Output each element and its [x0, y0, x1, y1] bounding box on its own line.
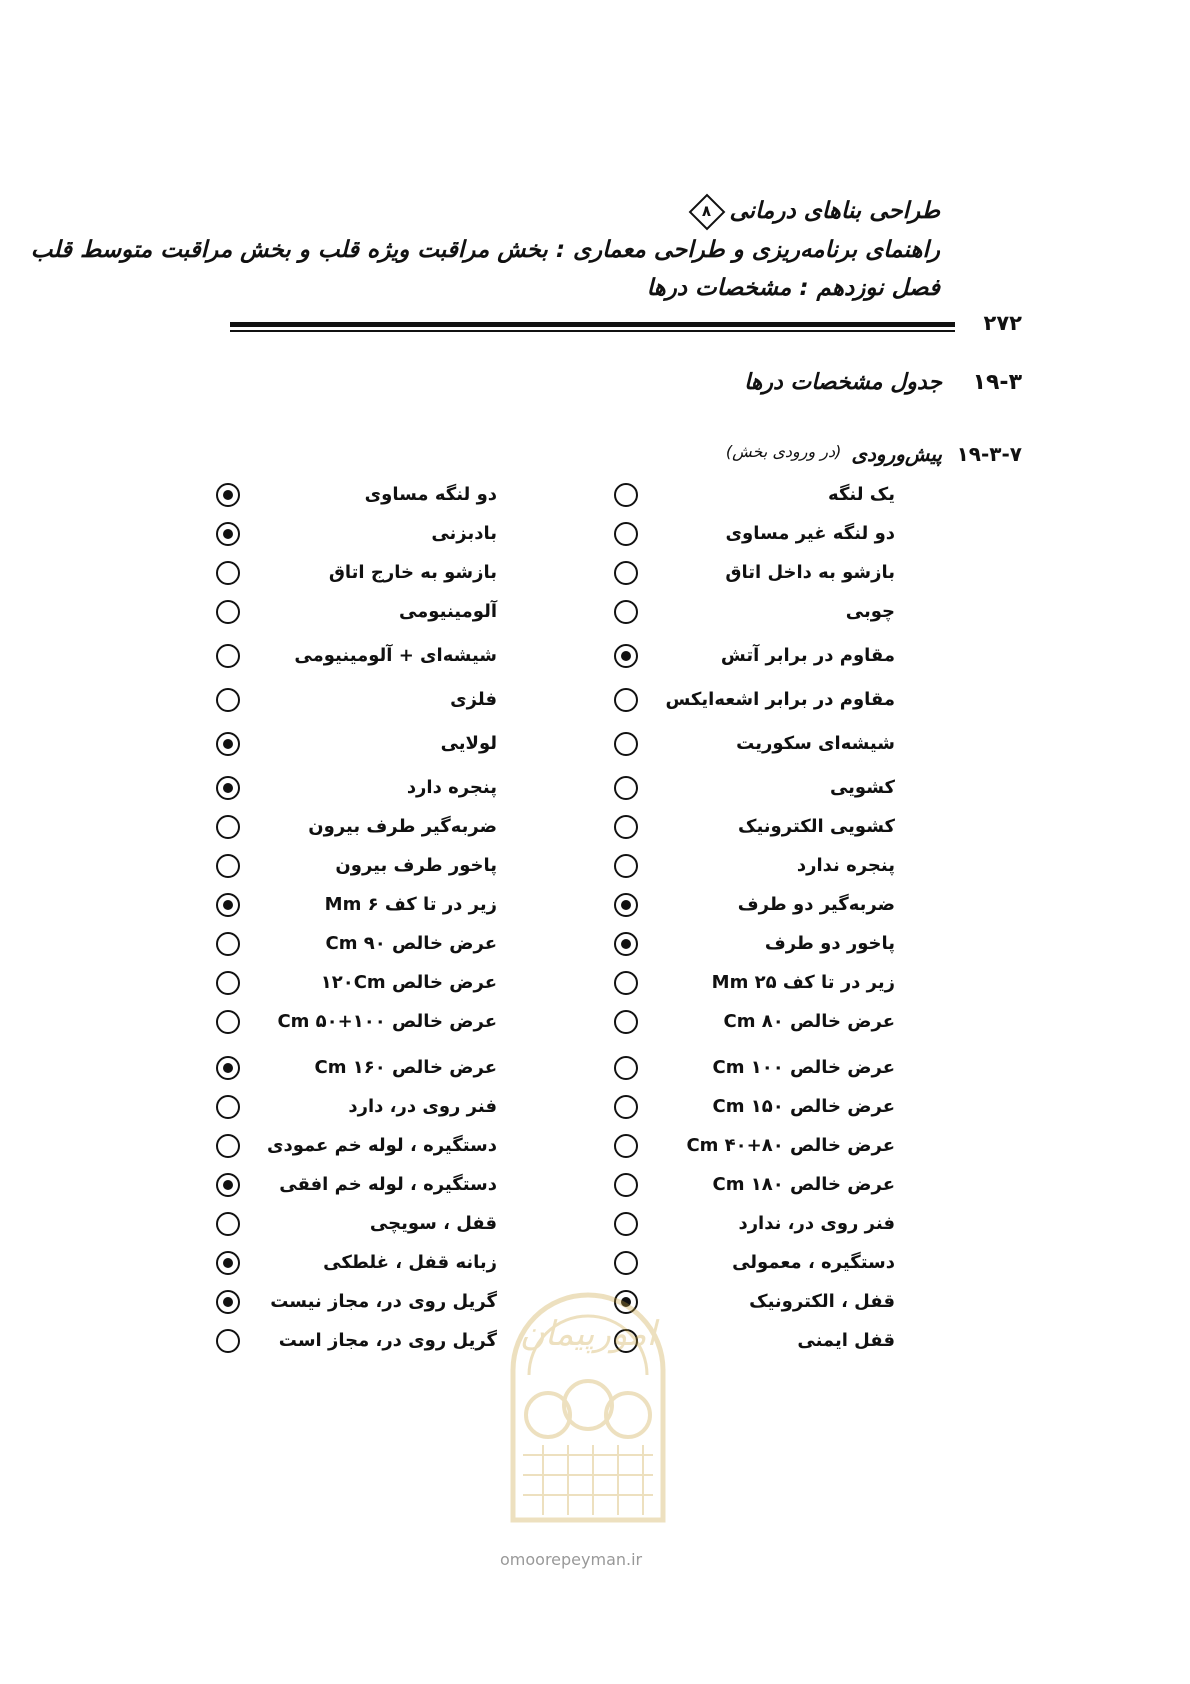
option-label-right: کشویی [829, 777, 895, 798]
option-radio-right[interactable] [614, 1010, 638, 1034]
option-label-right: مقاوم در برابر آتش [720, 645, 895, 666]
table-row [0, 683, 1190, 717]
header-rule-thin [230, 330, 955, 332]
watermark-text: امورپیمان [519, 1314, 657, 1354]
table-row [0, 517, 1190, 551]
option-label-left: آلومینیومی [398, 601, 497, 622]
option-label-left: دو لنگه مساوی [364, 484, 497, 505]
option-label-right: دستگیره ، معمولی [732, 1252, 895, 1273]
option-radio-right[interactable] [614, 732, 638, 756]
series-number-diamond [689, 194, 723, 228]
option-radio-right[interactable] [614, 1134, 638, 1158]
guide-title: راهنمای برنامه‌ریزی و طراحی معماری : بخش مراقبت ویژه قلب و بخش مراقبت متوسط قلب [30, 237, 940, 263]
option-label-right: کشویی الکترونیک [738, 816, 895, 837]
option-radio-right[interactable] [614, 688, 638, 712]
option-radio-right[interactable] [614, 1290, 638, 1314]
option-radio-right[interactable] [614, 932, 638, 956]
option-radio-left[interactable] [216, 1212, 240, 1236]
option-label-left: عرض خالص Cm ۵۰+۱۰۰ [277, 1011, 497, 1032]
option-label-left: ضربه‌گیر طرف بیرون [308, 816, 497, 837]
option-label-right: فنر روی در، ندارد [738, 1213, 895, 1234]
option-label-right: ضربه‌گیر دو طرف [737, 894, 895, 915]
option-radio-right[interactable] [614, 600, 638, 624]
table-row [0, 1051, 1190, 1085]
option-label-right: عرض خالص Cm ۸۰ [723, 1011, 895, 1032]
option-radio-right[interactable] [614, 815, 638, 839]
option-label-right: عرض خالص Cm ۴۰+۸۰ [686, 1135, 895, 1156]
option-radio-left[interactable] [216, 776, 240, 800]
option-label-right: قفل ایمنی [797, 1330, 895, 1351]
table-row [0, 810, 1190, 844]
option-radio-left[interactable] [216, 893, 240, 917]
option-label-left: گریل روی در، مجاز است [278, 1330, 497, 1351]
table-row [0, 1090, 1190, 1124]
option-radio-left[interactable] [216, 561, 240, 585]
series-title-text: طراحی بناهای درمانی [729, 198, 940, 224]
option-radio-left[interactable] [216, 1290, 240, 1314]
option-label-left: قفل ، سویچی [369, 1213, 497, 1234]
page-number: ۲۷۲ [983, 311, 1022, 335]
table-row [0, 556, 1190, 590]
section-heading [744, 370, 1022, 395]
header-rule-thick [230, 322, 955, 327]
option-radio-right[interactable] [614, 1173, 638, 1197]
option-label-right: بازشو به داخل اتاق [725, 562, 895, 583]
option-radio-right[interactable] [614, 893, 638, 917]
option-label-left: عرض خالص ۱۲۰Cm [320, 972, 497, 993]
option-radio-left[interactable] [216, 732, 240, 756]
option-radio-right[interactable] [614, 1095, 638, 1119]
option-label-left: فلزی [450, 689, 497, 710]
option-radio-right[interactable] [614, 483, 638, 507]
subsection-title: پیش‌ورودی [851, 442, 942, 466]
option-radio-left[interactable] [216, 483, 240, 507]
subsection-number: ۱۹-۳-۷ [956, 442, 1022, 466]
option-radio-right[interactable] [614, 971, 638, 995]
option-radio-left[interactable] [216, 971, 240, 995]
chapter-title: فصل نوزدهم : مشخصات درها [646, 275, 940, 301]
option-label-right: چوبی [845, 601, 895, 622]
option-radio-left[interactable] [216, 1010, 240, 1034]
table-row [0, 927, 1190, 961]
table-row [0, 595, 1190, 629]
option-radio-right[interactable] [614, 1212, 638, 1236]
table-row [0, 1246, 1190, 1280]
option-radio-left[interactable] [216, 1251, 240, 1275]
option-radio-left[interactable] [216, 1095, 240, 1119]
option-label-left: دستگیره ، لوله خم عمودی [266, 1135, 497, 1156]
option-radio-left[interactable] [216, 1329, 240, 1353]
option-label-left: پنجره دارد [406, 777, 497, 798]
table-row [0, 1168, 1190, 1202]
option-radio-left[interactable] [216, 932, 240, 956]
option-radio-left[interactable] [216, 522, 240, 546]
table-row [0, 1324, 1190, 1358]
option-label-right: یک لنگه [828, 484, 895, 505]
table-row [0, 1129, 1190, 1163]
option-label-left: شیشه‌ای + آلومینیومی [294, 645, 497, 666]
option-radio-right[interactable] [614, 1056, 638, 1080]
option-label-left: عرض خالص Cm ۱۶۰ [314, 1057, 497, 1078]
subsection-subtitle: (در ورودی بخش) [725, 442, 842, 461]
option-radio-left[interactable] [216, 815, 240, 839]
section-title: جدول مشخصات درها [744, 370, 942, 395]
table-row [0, 727, 1190, 761]
option-label-left: بادبزنی [431, 523, 497, 544]
option-label-left: دستگیره ، لوله خم افقی [279, 1174, 497, 1195]
option-label-left: عرض خالص Cm ۹۰ [325, 933, 497, 954]
option-radio-right[interactable] [614, 854, 638, 878]
option-label-right: دو لنگه غیر مساوی [725, 523, 895, 544]
option-radio-left[interactable] [216, 600, 240, 624]
option-radio-right[interactable] [614, 644, 638, 668]
table-row [0, 1005, 1190, 1039]
table-row [0, 1285, 1190, 1319]
option-radio-left[interactable] [216, 644, 240, 668]
table-row [0, 1207, 1190, 1241]
table-row [0, 639, 1190, 673]
series-title [687, 194, 940, 228]
option-radio-left[interactable] [216, 1056, 240, 1080]
option-label-left: پاخور طرف بیرون [335, 855, 497, 876]
option-radio-left[interactable] [216, 688, 240, 712]
option-label-right: عرض خالص Cm ۱۵۰ [712, 1096, 895, 1117]
subsection-heading [726, 442, 1022, 466]
option-label-right: مقاوم در برابر اشعه‌ایکس [665, 689, 895, 710]
table-row [0, 771, 1190, 805]
table-row [0, 966, 1190, 1000]
table-row [0, 888, 1190, 922]
option-label-left: گریل روی در، مجاز نیست [270, 1291, 497, 1312]
option-label-right: عرض خالص Cm ۱۰۰ [712, 1057, 895, 1078]
option-label-right: قفل ، الکترونیک [749, 1291, 895, 1312]
option-radio-right[interactable] [614, 1329, 638, 1353]
option-radio-left[interactable] [216, 854, 240, 878]
option-radio-right[interactable] [614, 522, 638, 546]
option-label-left: زیر در تا کف Mm ۶ [324, 894, 497, 915]
section-number: ۱۹-۳ [972, 370, 1022, 395]
option-radio-right[interactable] [614, 776, 638, 800]
option-radio-right[interactable] [614, 561, 638, 585]
watermark-url: omoorepeyman.ir [500, 1550, 643, 1569]
option-radio-right[interactable] [614, 1251, 638, 1275]
option-radio-left[interactable] [216, 1173, 240, 1197]
option-label-right: پنجره ندارد [796, 855, 895, 876]
table-row [0, 849, 1190, 883]
option-label-right: پاخور دو طرف [764, 933, 895, 954]
series-number: ۸ [701, 202, 712, 220]
table-row [0, 478, 1190, 512]
option-label-left: زبانه قفل ، غلطکی [323, 1252, 497, 1273]
option-label-right: عرض خالص Cm ۱۸۰ [712, 1174, 895, 1195]
option-radio-left[interactable] [216, 1134, 240, 1158]
option-label-right: زیر در تا کف Mm ۲۵ [711, 972, 895, 993]
option-label-left: فنر روی در، دارد [348, 1096, 497, 1117]
option-label-left: لولایی [440, 733, 497, 754]
option-label-left: بازشو به خارج اتاق [328, 562, 497, 583]
option-label-right: شیشه‌ای سکوریت [736, 733, 895, 754]
